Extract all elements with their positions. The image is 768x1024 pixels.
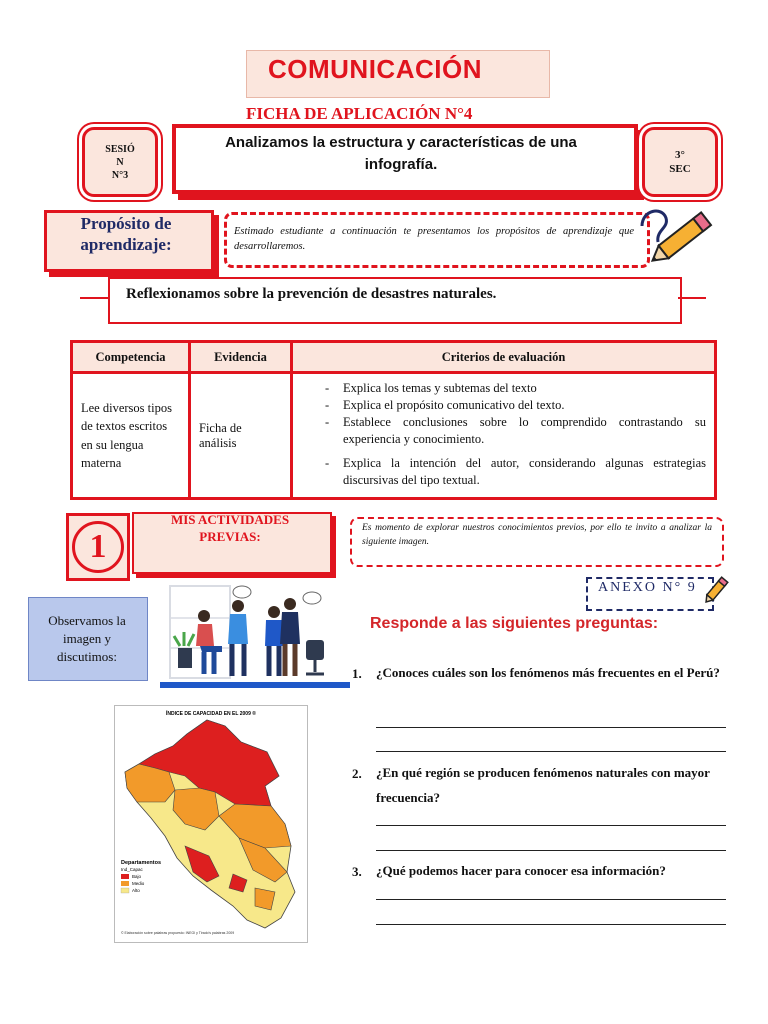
legend-label-medio: Medio — [132, 881, 145, 886]
previous-note: Es momento de explorar nuestros conocimientos previos, por ello te invito a analizar la siguiente imagen. — [362, 523, 712, 547]
criteria-table — [70, 340, 717, 500]
table-header-row — [72, 342, 716, 373]
learning-goal: Reflexionamos sobre la prevención de desastres naturales. — [126, 286, 497, 302]
session-badge — [82, 127, 158, 197]
peru-map — [115, 706, 307, 942]
legend-label-alto: Alto — [132, 888, 140, 893]
session-badge-line: N — [116, 156, 124, 168]
map-legend-title: Departamentos — [121, 860, 162, 866]
previous-activities-label: MIS ACTIVIDADES PREVIAS: — [170, 512, 290, 544]
section-number: 1 — [72, 521, 124, 573]
questions-heading: Responde a las siguientes preguntas: — [370, 615, 659, 632]
grade-badge-line: 3° — [675, 148, 685, 161]
legend-label-bajo: Bajo — [132, 874, 142, 879]
answer-line[interactable] — [376, 727, 726, 728]
peru-map-image — [114, 705, 308, 943]
worksheet-subtitle: FICHA DE APLICACIÓN N°4 — [246, 104, 473, 123]
competencia-cell: Lee diversos tipos de textos escritos en su lengua materna — [72, 373, 190, 499]
anexo-label: ANEXO N° 9 — [598, 580, 697, 595]
lesson-title: Analizamos la estructura y características de una infografía. — [225, 134, 577, 173]
legend-swatch-alto — [121, 888, 129, 893]
goal-deco-line — [80, 297, 108, 299]
observe-label: Observamos la imagen y discutimos: — [48, 613, 126, 665]
criteria-item: - Establece conclusiones sobre lo comprendido contrastando su experiencia y conocimiento. — [343, 414, 706, 448]
legend-swatch-bajo — [121, 874, 129, 879]
criteria-item: - Explica la intención del autor, considerando algunas estrategias discursivas del tipo textual. — [343, 455, 706, 489]
column-header: Competencia — [72, 342, 190, 373]
session-badge-line: N°3 — [111, 169, 129, 181]
grade-badge-line: SEC — [669, 163, 691, 175]
question-number: 2. — [352, 766, 362, 781]
map-legend-subtitle: Ind_Capac — [121, 867, 143, 872]
criteria-list — [321, 380, 706, 489]
question-text: ¿En qué región se producen fenómenos naturales con mayor frecuencia? — [376, 765, 710, 805]
column-header: Criterios de evaluación — [292, 342, 716, 373]
answer-line[interactable] — [376, 825, 726, 826]
criteria-item: - Explica el propósito comunicativo del texto. — [343, 397, 706, 414]
purpose-note: Estimado estudiante a continuación te presentamos los propósitos de aprendizaje que desarrollaremos. — [234, 226, 634, 253]
question-text: ¿Conoces cuáles son los fenómenos más frecuentes en el Perú? — [376, 665, 720, 680]
answer-line[interactable] — [376, 924, 726, 925]
goal-deco-line — [678, 297, 706, 299]
map-footnote: © Elaboración sobre palabras propuesto: INEGI y Tirado's palabras 2009 — [121, 931, 235, 935]
table-row — [72, 373, 716, 499]
legend-swatch-medio — [121, 881, 129, 886]
criterios-cell — [292, 373, 716, 499]
evidencia-cell: Ficha de análisis — [190, 373, 292, 499]
map-title: ÍNDICE DE CAPACIDAD EN EL 2009 ® — [166, 711, 256, 717]
grade-badge — [642, 127, 718, 197]
pencil-icon — [636, 198, 720, 268]
purpose-label: Propósito de aprendizaje: — [80, 214, 172, 255]
column-header: Evidencia — [190, 342, 292, 373]
session-badge-line: SESIÓ — [105, 143, 135, 155]
question-number: 1. — [352, 666, 362, 681]
answer-line[interactable] — [376, 850, 726, 851]
section-number-box — [66, 513, 130, 581]
page-title: COMUNICACIÓN — [268, 54, 482, 84]
question-text: ¿Qué podemos hacer para conocer esa información? — [376, 863, 666, 878]
people-discussion-image — [160, 582, 350, 688]
criteria-item: - Explica los temas y subtemas del texto — [343, 380, 706, 397]
answer-line[interactable] — [376, 751, 726, 752]
answer-line[interactable] — [376, 899, 726, 900]
small-pencil-icon — [702, 572, 732, 606]
question-number: 3. — [352, 864, 362, 879]
